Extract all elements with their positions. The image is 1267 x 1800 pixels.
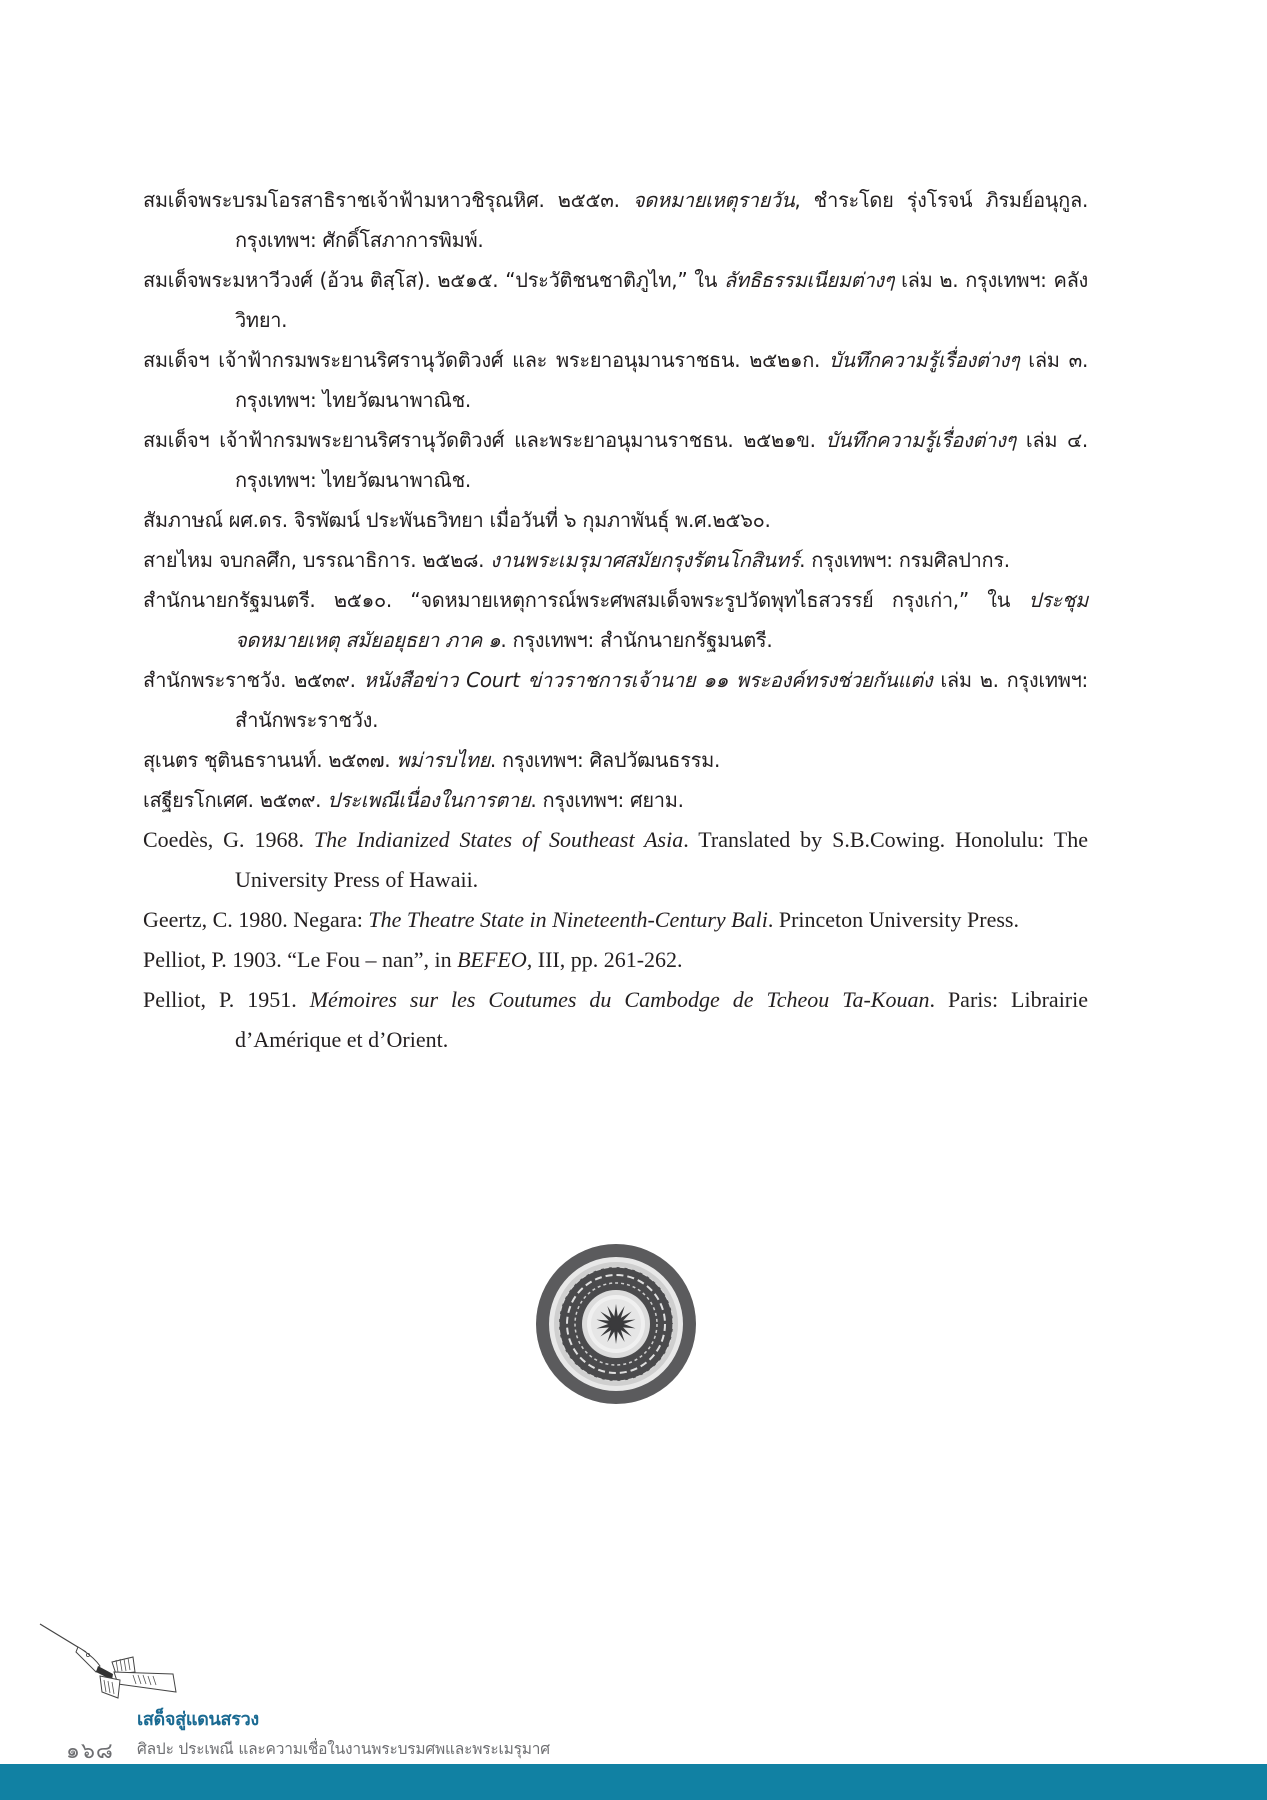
entry-title: Mémoires sur les Coutumes du Cambodge de Tcheou Ta-Kouan [309, 987, 930, 1012]
entry-text: สมเด็จฯ เจ้าฟ้ากรมพระยานริศรานุวัดติวงศ์ และพระยาอนุมานราชธน. ๒๕๒๑ข. [143, 428, 826, 452]
entry-text: Geertz, C. 1980. Negara: [143, 907, 369, 932]
bibliography-entry [143, 740, 1088, 780]
entry-title: ประเพณีเนื่องในการตาย [327, 788, 531, 812]
entry-text: Coedès, G. 1968. [143, 827, 314, 852]
entry-text: สำนักนายกรัฐมนตรี. ๒๕๑๐. “จดหมายเหตุการณ์พระศพสมเด็จพระรูปวัดพุทไธสวรรย์ กรุงเก่า,” ใน [143, 588, 1029, 612]
entry-title: พม่ารบไทย [396, 748, 490, 772]
entry-text: เล่ม ๔. กรุงเทพฯ: ไทยวัฒนาพาณิช. [235, 428, 1088, 492]
flying-bird-logo-icon [38, 1622, 188, 1702]
entry-text: เล่ม ๒. กรุงเทพฯ: สำนักพระราชวัง. [235, 668, 1088, 732]
entry-text: Pelliot, P. 1951. [143, 987, 310, 1012]
entry-text: เสฐียรโกเศศ. ๒๕๓๙. [143, 788, 328, 812]
entry-text: Pelliot, P. 1903. “Le Fou – nan”, in [143, 947, 458, 972]
book-title: เสด็จสู่แดนสรวง [137, 1709, 259, 1730]
entry-text: . Princeton University Press. [767, 907, 1019, 932]
entry-text: . กรุงเทพฯ: กรมศิลปากร. [799, 548, 1010, 572]
entry-text: . กรุงเทพฯ: ศิลปวัฒนธรรม. [489, 748, 721, 772]
bibliography-entry [143, 500, 1088, 540]
bibliography-entry [143, 660, 1088, 740]
entry-title: จดหมายเหตุรายวัน [632, 188, 795, 212]
entry-text: . Paris: Librairie d’Amérique et d’Orient. [235, 987, 1089, 1052]
entry-text: . กรุงเทพฯ: ศยาม. [530, 788, 684, 812]
bronze-drum-tympanum-icon [536, 1244, 696, 1404]
entry-title: ลัทธิธรรมเนียมต่างๆ [724, 268, 895, 292]
book-subtitle: ศิลปะ ประเพณี และความเชื่อในงานพระบรมศพและพระเมรุมาศ [137, 1740, 550, 1758]
entry-text: , ชำระโดย รุ่งโรจน์ ภิรมย์อนุกูล. กรุงเทพฯ: ศักดิ์โสภาการพิมพ์. [235, 188, 1088, 252]
entry-text: สมเด็จฯ เจ้าฟ้ากรมพระยานริศรานุวัดติวงศ์ และ พระยาอนุมานราชธน. ๒๕๒๑ก. [143, 348, 829, 372]
bibliography-entry [143, 820, 1088, 900]
entry-title: ประชุมจดหมายเหตุ สมัยอยุธยา ภาค ๑ [235, 588, 1088, 652]
bibliography-entry [143, 580, 1088, 660]
entry-text: สำนักพระราชวัง. ๒๕๓๙. [143, 668, 364, 692]
entry-title: บันทึกความรู้เรื่องต่างๆ [825, 428, 1016, 452]
entry-text: . กรุงเทพฯ: สำนักนายกรัฐมนตรี. [500, 628, 773, 652]
bibliography-entry [143, 980, 1088, 1060]
entry-text: III, pp. 261-262. [532, 947, 683, 972]
entry-text: สายไหม จบกลศึก, บรรณาธิการ. ๒๕๒๘. [143, 548, 491, 572]
bibliography-entry [143, 180, 1088, 260]
entry-text: สมเด็จพระมหาวีวงศ์ (อ้วน ติสฺโส). ๒๕๑๕. “ประวัติชนชาติภูไท,” ใน [143, 268, 725, 292]
footer-color-bar [0, 1764, 1267, 1800]
entry-text: เล่ม ๒. กรุงเทพฯ: คลังวิทยา. [235, 268, 1089, 332]
entry-title: บันทึกความรู้เรื่องต่างๆ [829, 348, 1020, 372]
bibliography-entry [143, 260, 1088, 340]
entry-title: The Theatre State in Nineteenth-Century Bali [368, 907, 768, 932]
entry-text: สมเด็จพระบรมโอรสาธิราชเจ้าฟ้ามหาวชิรุณหิศ. ๒๕๕๓. [143, 188, 633, 212]
entry-title: The Indianized States of Southeast Asia [313, 827, 684, 852]
entry-text: สุเนตร ชุตินธรานนท์. ๒๕๓๗. [143, 748, 397, 772]
bibliography-entry [143, 420, 1088, 500]
bibliography-entry [143, 900, 1088, 940]
bibliography-entry [143, 340, 1088, 420]
entry-text: . Translated by S.B.Cowing. Honolulu: The University Press of Hawaii. [235, 827, 1089, 892]
bibliography-list [143, 180, 1088, 1060]
entry-title: BEFEO, [457, 947, 533, 972]
entry-text: สัมภาษณ์ ผศ.ดร. จิรพัฒน์ ประพันธวิทยา เมื่อวันที่ ๖ กุมภาพันธุ์ พ.ศ.๒๕๖๐. [143, 508, 771, 532]
page-number: ๑๖๘ [66, 1739, 114, 1764]
entry-text: เล่ม ๓. กรุงเทพฯ: ไทยวัฒนาพาณิช. [235, 348, 1088, 412]
bibliography-entry [143, 780, 1088, 820]
entry-title: หนังสือข่าว Court ข่าวราชการเจ้านาย ๑๑ พระองค์ทรงช่วยกันแต่ง [363, 668, 933, 692]
bibliography-entry [143, 540, 1088, 580]
entry-title: งานพระเมรุมาศสมัยกรุงรัตนโกสินทร์ [490, 548, 800, 572]
bibliography-entry [143, 940, 1088, 980]
